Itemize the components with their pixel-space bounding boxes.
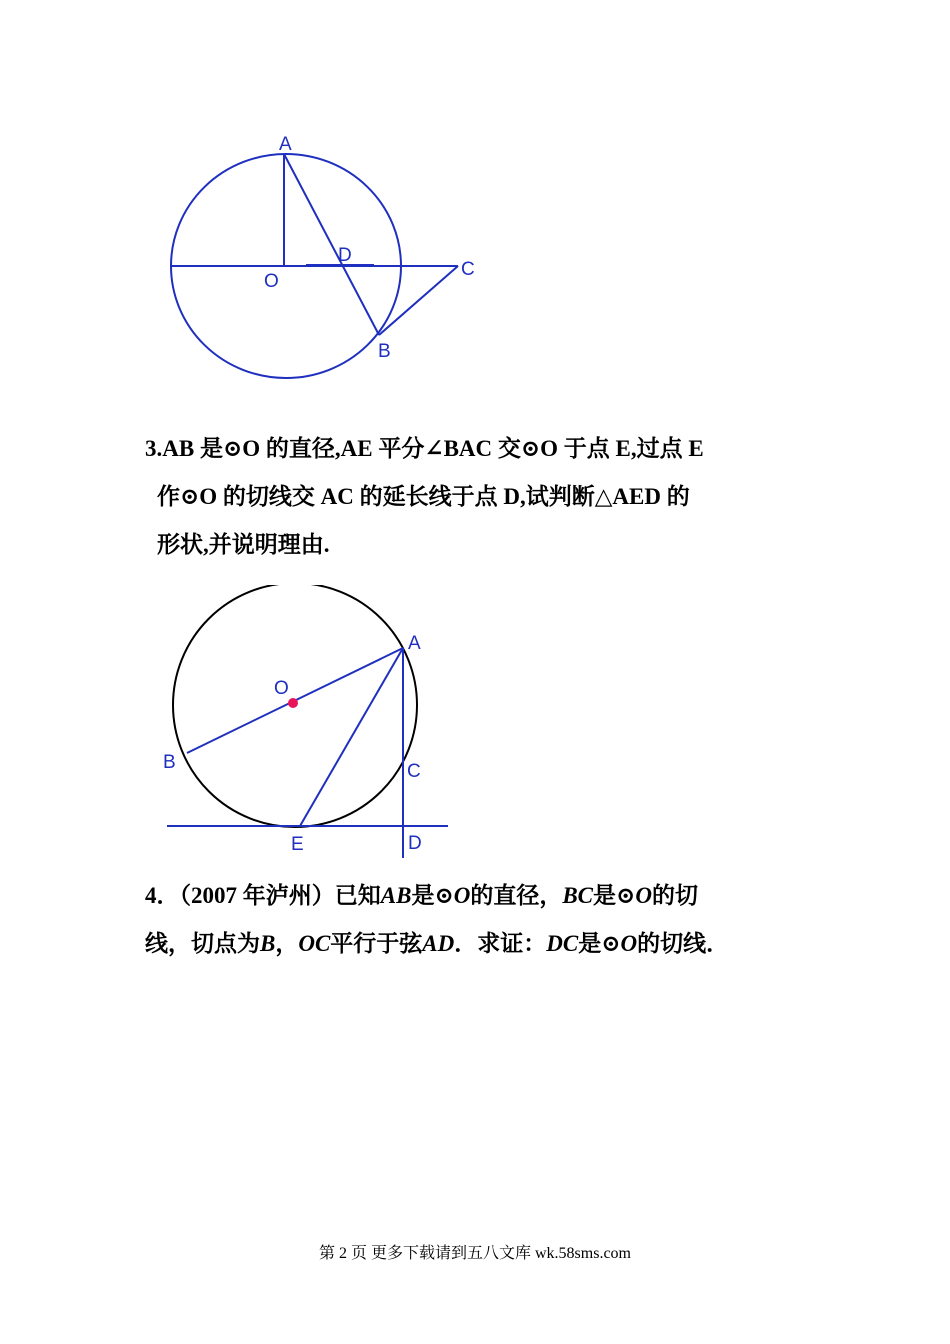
- fig2-label-a: A: [408, 633, 421, 654]
- math-ad: AD: [422, 931, 455, 956]
- problem-4-t11: 的切线．: [637, 931, 730, 956]
- problem-4-t10: 是⊙: [578, 931, 621, 956]
- problem-4-source: （2007 年泸州）: [179, 883, 335, 908]
- figure-2: [155, 585, 455, 865]
- math-b: B: [260, 931, 276, 956]
- fig1-label-d: D: [338, 245, 352, 266]
- problem-4-t3: 的直径，: [470, 883, 563, 908]
- page-footer: 第 2 页 更多下载请到五八文库 wk.58sms.com: [318, 1245, 631, 1262]
- math-o: O: [635, 883, 652, 908]
- fig2-segment-ae: [300, 648, 403, 826]
- problem-4-t1: 已知: [334, 883, 381, 908]
- math-bc: BC: [562, 883, 594, 908]
- problem-3-line-3: 形状,并说明理由.: [157, 532, 330, 557]
- math-o: O: [453, 883, 471, 908]
- fig2-label-e: E: [291, 834, 304, 855]
- fig1-segment-bc: [379, 266, 458, 335]
- problem-3-line-1: [145, 425, 704, 473]
- fig2-label-c: C: [407, 761, 421, 782]
- fig1-label-b: B: [378, 341, 391, 362]
- problem-4-t5: 的切: [651, 883, 698, 908]
- problem-3-text-1: AB 是⊙O 的直径,AE 平分∠BAC 交⊙O 于点 E,过点 E: [162, 436, 704, 461]
- problem-3-number: 3.: [145, 436, 163, 461]
- fig2-center-dot: [288, 698, 298, 708]
- problem-4-t8: 平行于弦: [330, 931, 423, 956]
- fig1-label-a: A: [279, 134, 292, 155]
- figure-1: [150, 125, 490, 390]
- math-dc: DC: [546, 931, 579, 956]
- fig1-label-o: O: [264, 271, 279, 292]
- math-oc: OC: [298, 931, 331, 956]
- problem-4-t4: 是⊙: [593, 883, 636, 908]
- problem-4-line-2: [145, 920, 729, 968]
- fig1-segment-ab: [284, 154, 379, 335]
- fig1-label-c: C: [461, 259, 475, 280]
- problem-4-number: 4．: [145, 883, 180, 908]
- problem-3: [145, 425, 704, 569]
- math-o: O: [620, 931, 638, 956]
- math-ab: AB: [380, 883, 412, 908]
- problem-4-t2: 是⊙: [411, 883, 454, 908]
- fig2-label-b: B: [163, 752, 176, 773]
- problem-4: [145, 872, 729, 968]
- problem-4-t7: ，: [275, 931, 299, 956]
- problem-4-line-1: [145, 872, 729, 920]
- problem-4-t9: ．求证：: [454, 931, 547, 956]
- problem-4-t6: 线，切点为: [145, 931, 260, 956]
- fig2-label-o: O: [274, 678, 289, 699]
- fig2-label-d: D: [408, 833, 422, 854]
- problem-3-line-2: 作⊙O 的切线交 AC 的延长线于点 D,试判断△AED 的: [157, 484, 690, 509]
